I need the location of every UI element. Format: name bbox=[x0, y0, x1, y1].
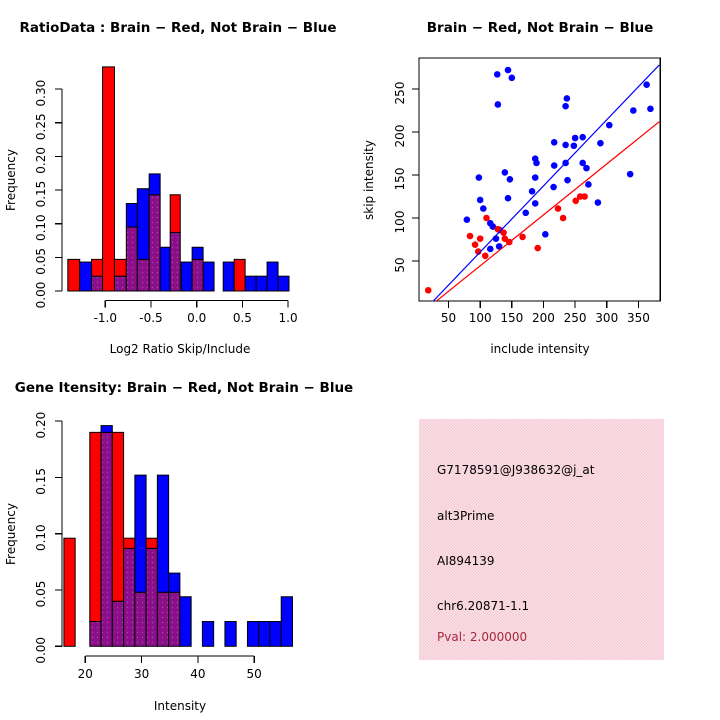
hist-bar-blue bbox=[192, 247, 203, 259]
hist-bar-overlap bbox=[124, 548, 135, 646]
scatter-point-blue bbox=[532, 174, 539, 181]
y-axis-label: skip intensity bbox=[362, 140, 376, 220]
scatter-point-red bbox=[482, 253, 489, 260]
pval-text: Pval: 2.000000 bbox=[437, 630, 528, 644]
fit-lines bbox=[433, 65, 659, 301]
scatter-point-blue bbox=[564, 177, 571, 184]
y-tick-label: 0.30 bbox=[34, 79, 48, 107]
panel-title: Gene Itensity: Brain − Red, Not Brain − Blue bbox=[14, 380, 354, 396]
scatter-point-blue bbox=[529, 188, 536, 195]
scatter-point-blue bbox=[507, 176, 514, 183]
scatter-point-blue bbox=[542, 231, 549, 238]
scatter-point-red bbox=[483, 215, 490, 222]
scatter-point-red bbox=[534, 245, 541, 252]
scatter-point-blue bbox=[464, 216, 471, 223]
y-axis-label: Frequency bbox=[4, 503, 18, 565]
y-tick-label: 0.00 bbox=[34, 281, 48, 309]
x-tick-label: -1.0 bbox=[93, 311, 118, 325]
y-tick-label: 200 bbox=[393, 124, 407, 148]
hist-bar-blue bbox=[202, 622, 213, 647]
y-tick-label: 0.20 bbox=[34, 411, 48, 439]
scatter-point-blue bbox=[551, 162, 558, 169]
hist-bar-blue bbox=[225, 622, 236, 647]
scatter-point-blue bbox=[476, 174, 483, 181]
scatter-point-red bbox=[477, 235, 484, 242]
hist-bar-overlap bbox=[146, 548, 157, 646]
hist-bar-blue bbox=[256, 276, 267, 291]
hist-bar-blue bbox=[270, 622, 281, 647]
scatter-point-blue bbox=[630, 107, 637, 114]
x-tick-label: 300 bbox=[595, 311, 619, 325]
y-tick-label: 0.00 bbox=[34, 636, 48, 664]
panel-title: Brain − Red, Not Brain − Blue bbox=[426, 20, 654, 36]
scatter-point-blue bbox=[505, 195, 512, 202]
hist-bar-red bbox=[92, 259, 103, 276]
x-tick-label: 200 bbox=[531, 311, 555, 325]
y-tick-label: 0.10 bbox=[34, 214, 48, 242]
hist-bar-red bbox=[64, 538, 75, 646]
y-tick-label: 0.15 bbox=[34, 180, 48, 208]
scatter-point-blue bbox=[583, 165, 590, 172]
hist-bar-overlap bbox=[90, 622, 101, 647]
hist-bar-blue bbox=[181, 262, 192, 291]
fit-line-red bbox=[436, 122, 659, 301]
hist-bar-overlap bbox=[112, 601, 123, 646]
hist-bar-red bbox=[146, 538, 157, 548]
gene-info-box bbox=[419, 419, 664, 660]
hist-bar-blue bbox=[281, 597, 292, 647]
scatter-point-blue bbox=[595, 199, 602, 206]
hist-bar-red bbox=[170, 195, 180, 233]
x-tick-label: 0.5 bbox=[232, 311, 252, 325]
hist-bar-blue bbox=[126, 204, 137, 228]
scatter-point-red bbox=[467, 233, 474, 240]
x-tick-label: 150 bbox=[500, 311, 524, 325]
hist-bar-red bbox=[103, 67, 115, 291]
hist-bar-overlap bbox=[114, 276, 126, 291]
fit-line-blue bbox=[433, 65, 659, 301]
hist-bar-blue bbox=[203, 262, 214, 291]
x-tick-label: 40 bbox=[190, 667, 206, 681]
scatter-panel bbox=[362, 20, 660, 356]
hist-bar-blue bbox=[259, 622, 270, 647]
y-tick-label: 0.20 bbox=[34, 147, 48, 174]
y-axis-label: Frequency bbox=[4, 149, 18, 211]
plot-box bbox=[419, 58, 660, 301]
x-tick-label: 0.0 bbox=[187, 311, 207, 325]
hist-bar-blue bbox=[278, 276, 289, 291]
hist-bar-overlap bbox=[92, 276, 103, 291]
hist-bar-red bbox=[124, 538, 135, 548]
hist-bar-overlap bbox=[169, 592, 180, 646]
panel-title: RatioData : Brain − Red, Not Brain − Blue bbox=[19, 20, 337, 36]
x-axis-label: Intensity bbox=[153, 699, 207, 713]
hist-bar-blue bbox=[149, 174, 160, 195]
hist-bar-red bbox=[234, 259, 245, 291]
ratio-histogram-panel bbox=[4, 20, 337, 356]
hist-bar-overlap bbox=[137, 259, 149, 291]
scatter-point-blue bbox=[522, 210, 529, 217]
y-tick-label: 150 bbox=[393, 167, 407, 191]
splice-type-text: alt3Prime bbox=[437, 509, 495, 523]
hist-bar-blue bbox=[101, 426, 112, 433]
scatter-point-blue bbox=[487, 246, 494, 253]
x-tick-label: 20 bbox=[77, 667, 93, 681]
y-tick-label: 0.25 bbox=[34, 113, 48, 141]
scatter-point-blue bbox=[532, 200, 539, 207]
scatter-point-blue bbox=[647, 105, 654, 112]
x-tick-label: 250 bbox=[563, 311, 587, 325]
x-tick-label: 100 bbox=[468, 311, 492, 325]
hist-bar-blue bbox=[180, 597, 191, 647]
scatter-point-blue bbox=[572, 135, 579, 142]
hist-bar-overlap bbox=[170, 232, 180, 291]
hist-bar-overlap bbox=[101, 432, 112, 646]
scatter-point-blue bbox=[505, 67, 512, 74]
scatter-point-blue bbox=[564, 95, 571, 102]
scatter-point-red bbox=[425, 287, 432, 294]
scatter-point-red bbox=[581, 193, 588, 200]
scatter-point-blue bbox=[495, 101, 502, 108]
hist-bar-red bbox=[114, 259, 126, 276]
scatter-point-red bbox=[555, 205, 562, 212]
scatter-point-red bbox=[472, 241, 479, 248]
scatter-point-blue bbox=[502, 169, 509, 176]
scatter-point-red bbox=[519, 234, 526, 241]
scatter-point-blue bbox=[494, 71, 501, 78]
y-tick-label: 0.10 bbox=[34, 524, 48, 552]
hist-bar-red bbox=[68, 259, 80, 291]
y-tick-label: 0.15 bbox=[34, 468, 48, 495]
hist-bar-blue bbox=[169, 573, 180, 592]
hist-bar-blue bbox=[137, 189, 149, 260]
chromosome-text: chr6.20871-1.1 bbox=[437, 599, 530, 613]
x-axis-label: Log2 Ratio Skip/Include bbox=[109, 342, 251, 356]
scatter-point-blue bbox=[597, 140, 604, 147]
scatter-point-blue bbox=[579, 134, 586, 141]
x-tick-label: 50 bbox=[440, 311, 457, 325]
scatter-point-blue bbox=[627, 171, 634, 178]
x-tick-label: 50 bbox=[246, 667, 262, 681]
hist-bar-blue bbox=[80, 262, 92, 291]
hist-bar-overlap bbox=[192, 259, 203, 291]
hist-bar-overlap bbox=[135, 592, 146, 646]
scatter-point-blue bbox=[562, 142, 569, 149]
scatter-point-blue bbox=[533, 160, 540, 167]
scatter-point-blue bbox=[571, 142, 578, 149]
scatter-point-blue bbox=[550, 184, 557, 191]
x-tick-label: 30 bbox=[133, 667, 150, 681]
hist-bar-red bbox=[112, 432, 123, 601]
scatter-point-blue bbox=[585, 181, 592, 188]
x-tick-label: -0.5 bbox=[139, 311, 163, 325]
scatter-point-blue bbox=[551, 139, 558, 146]
y-tick-label: 0.05 bbox=[34, 580, 48, 608]
hist-bar-overlap bbox=[126, 227, 137, 291]
y-tick-label: 250 bbox=[393, 81, 407, 105]
hist-bar-red bbox=[90, 432, 101, 621]
hist-bar-overlap bbox=[149, 195, 160, 291]
scatter-point-blue bbox=[643, 81, 650, 88]
scatter-point-blue bbox=[480, 205, 487, 212]
hist-bar-blue bbox=[157, 475, 168, 592]
scatter-point-blue bbox=[509, 75, 516, 82]
hist-bar-blue bbox=[223, 262, 234, 291]
scatter-point-blue bbox=[477, 197, 484, 204]
hist-bar-overlap bbox=[157, 592, 168, 646]
scatter-point-blue bbox=[606, 122, 613, 129]
hist-bar-blue bbox=[135, 475, 146, 592]
gene-intensity-histogram-panel bbox=[4, 380, 353, 713]
hist-bar-blue bbox=[247, 622, 258, 647]
x-axis-label: include intensity bbox=[490, 342, 590, 356]
x-tick-label: 350 bbox=[626, 311, 650, 325]
y-tick-label: 50 bbox=[393, 257, 407, 273]
scatter-point-red bbox=[560, 215, 567, 222]
y-tick-label: 0.05 bbox=[34, 247, 48, 275]
x-tick-label: 1.0 bbox=[278, 311, 298, 325]
scatter-point-blue bbox=[562, 103, 569, 110]
accession-text: AI894139 bbox=[437, 554, 495, 568]
hist-bar-blue bbox=[245, 276, 256, 291]
probe-id-text: G7178591@J938632@j_at bbox=[437, 463, 595, 477]
hist-bar-blue bbox=[160, 247, 170, 291]
y-tick-label: 100 bbox=[393, 210, 407, 234]
hist-bar-blue bbox=[267, 262, 278, 291]
